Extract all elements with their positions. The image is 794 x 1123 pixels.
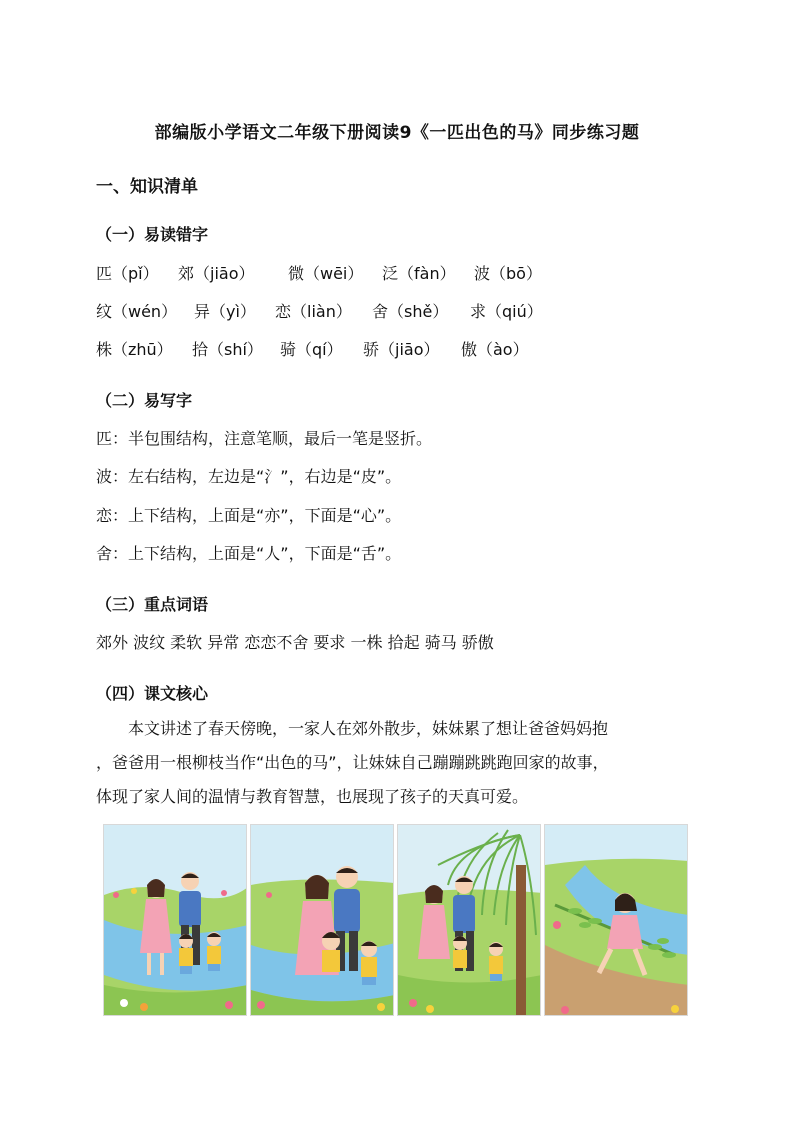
misread-item: 泛（fàn） bbox=[382, 264, 456, 283]
subheading-text-core: （四）课文核心 bbox=[96, 684, 209, 703]
misread-item: 舍（shě） bbox=[372, 302, 449, 321]
misread-item: 骄（jiāo） bbox=[363, 340, 440, 359]
illustration-family-walk bbox=[103, 824, 247, 1016]
misread-item: 株（zhū） bbox=[96, 340, 173, 359]
subheading-easy-misread: （一）易读错字 bbox=[96, 225, 209, 244]
misread-item: 纹（wén） bbox=[96, 302, 178, 321]
misread-item: 骑（qí） bbox=[280, 340, 343, 359]
section-heading-knowledge: 一、知识清单 bbox=[96, 177, 198, 197]
illustration-family-closeup bbox=[250, 824, 394, 1016]
misread-item: 微（wēi） bbox=[288, 264, 364, 283]
core-line-2: ，爸爸用一根柳枝当作“出色的马”，让妹妹自己蹦蹦跳跳跑回家的故事， bbox=[96, 753, 609, 772]
misread-row-1 bbox=[96, 261, 542, 284]
misread-item: 求（qiú） bbox=[470, 302, 543, 321]
write-line-4: 舍：上下结构，上面是“人”，下面是“舌”。 bbox=[96, 544, 402, 563]
core-line-1: 本文讲述了春天傍晚，一家人在郊外散步，妹妹累了想让爸爸妈妈抱 bbox=[128, 719, 609, 738]
misread-item: 恋（liàn） bbox=[275, 302, 352, 321]
misread-item: 拾（shí） bbox=[192, 340, 263, 359]
misread-item: 波（bō） bbox=[474, 264, 542, 283]
key-words-list: 郊外 波纹 柔软 异常 恋恋不舍 要求 一株 拾起 骑马 骄傲 bbox=[96, 633, 494, 652]
misread-row-3 bbox=[96, 337, 529, 360]
subheading-easy-write: （二）易写字 bbox=[96, 391, 193, 410]
core-summary bbox=[96, 712, 698, 814]
core-line-3: 体现了家人间的温情与教育智慧，也展现了孩子的天真可爱。 bbox=[96, 787, 529, 806]
write-line-3: 恋：上下结构，上面是“亦”，下面是“心”。 bbox=[96, 506, 402, 525]
subheading-key-words: （三）重点词语 bbox=[96, 595, 209, 614]
write-line-2: 波：左右结构，左边是“氵”，右边是“皮”。 bbox=[96, 467, 402, 486]
misread-item: 匹（pǐ） bbox=[96, 264, 159, 283]
write-line-1: 匹：半包围结构，注意笔顺，最后一笔是竖折。 bbox=[96, 429, 433, 448]
misread-row-2 bbox=[96, 299, 543, 322]
misread-item: 傲（ào） bbox=[461, 340, 529, 359]
illustration-willow-tree bbox=[397, 824, 541, 1016]
misread-item: 异（yì） bbox=[194, 302, 256, 321]
misread-item: 郊（jiāo） bbox=[178, 264, 255, 283]
page-title: 部编版小学语文二年级下册阅读9《一匹出色的马》同步练习题 bbox=[154, 123, 640, 143]
illustration-girl-riding-branch bbox=[544, 824, 688, 1016]
story-illustration-strip bbox=[103, 824, 688, 1016]
